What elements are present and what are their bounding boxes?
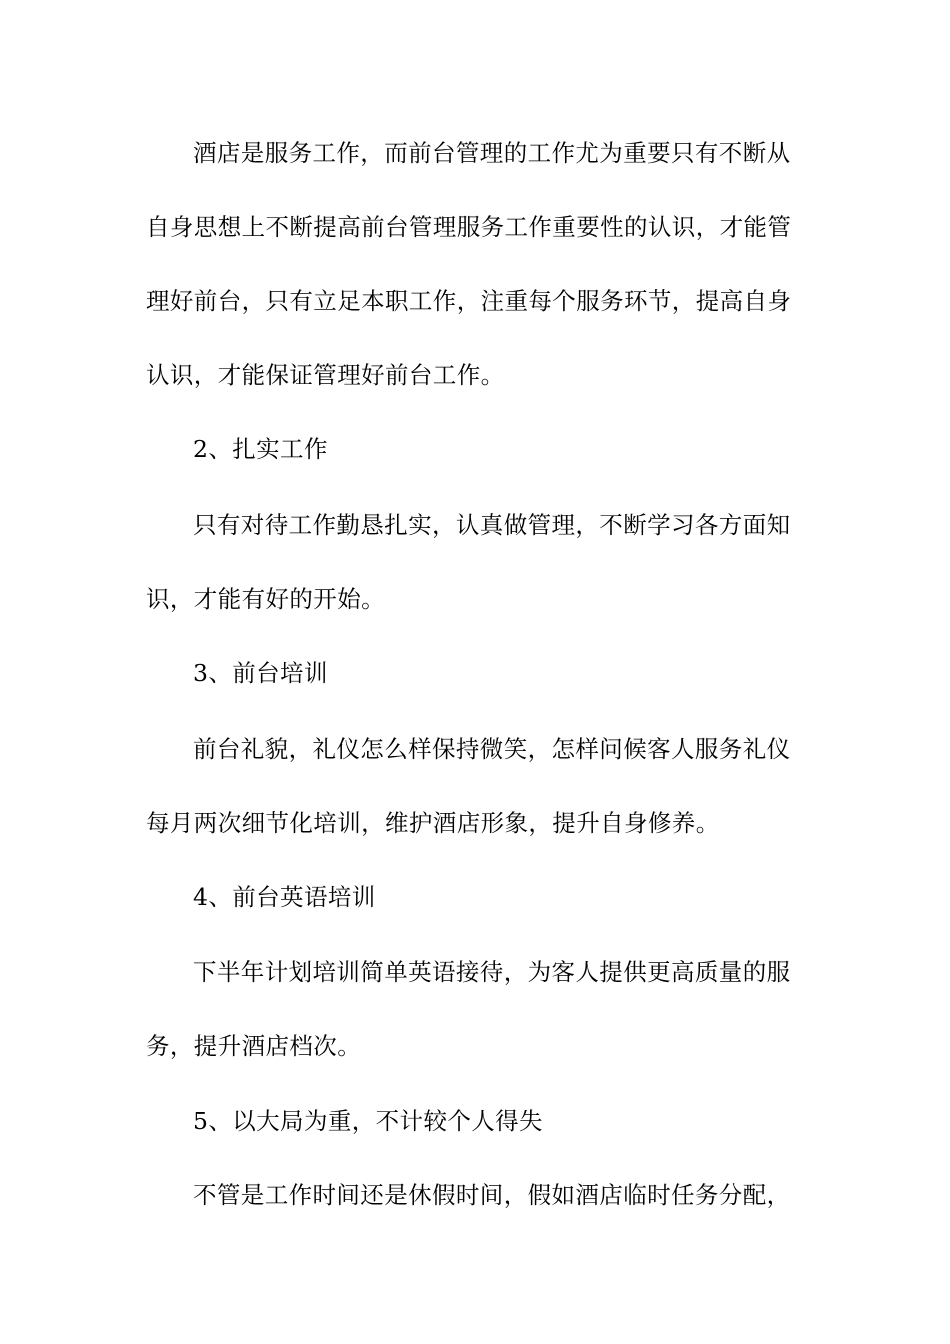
paragraph-line: 下半年计划培训简单英语接待，为客人提供更高质量的服 [193, 958, 791, 986]
section-heading: 2、扎实工作 [193, 435, 328, 463]
paragraph-line: 务，提升酒店档次。 [146, 1032, 362, 1060]
paragraph-line: 理好前台，只有立足本职工作，注重每个服务环节，提高自身 [146, 287, 792, 315]
section-heading: 3、前台培训 [193, 659, 328, 687]
paragraph-line: 识，才能有好的开始。 [146, 585, 385, 613]
paragraph-line: 酒店是服务工作，而前台管理的工作尤为重要只有不断从 [193, 139, 791, 167]
section-heading: 4、前台英语培训 [193, 883, 376, 911]
paragraph-line: 认识，才能保证管理好前台工作。 [146, 361, 505, 389]
paragraph-line: 自身思想上不断提高前台管理服务工作重要性的认识，才能管 [146, 213, 792, 241]
paragraph-line: 只有对待工作勤恳扎实，认真做管理，不断学习各方面知 [193, 511, 791, 539]
paragraph-line: 前台礼貌，礼仪怎么样保持微笑，怎样问候客人服务礼仪 [193, 735, 791, 763]
paragraph-line: 不管是工作时间还是休假时间，假如酒店临时任务分配， [193, 1181, 791, 1209]
paragraph-line: 每月两次细节化培训，维护酒店形象，提升自身修养。 [146, 809, 720, 837]
section-heading: 5、以大局为重，不计较个人得失 [193, 1107, 543, 1135]
